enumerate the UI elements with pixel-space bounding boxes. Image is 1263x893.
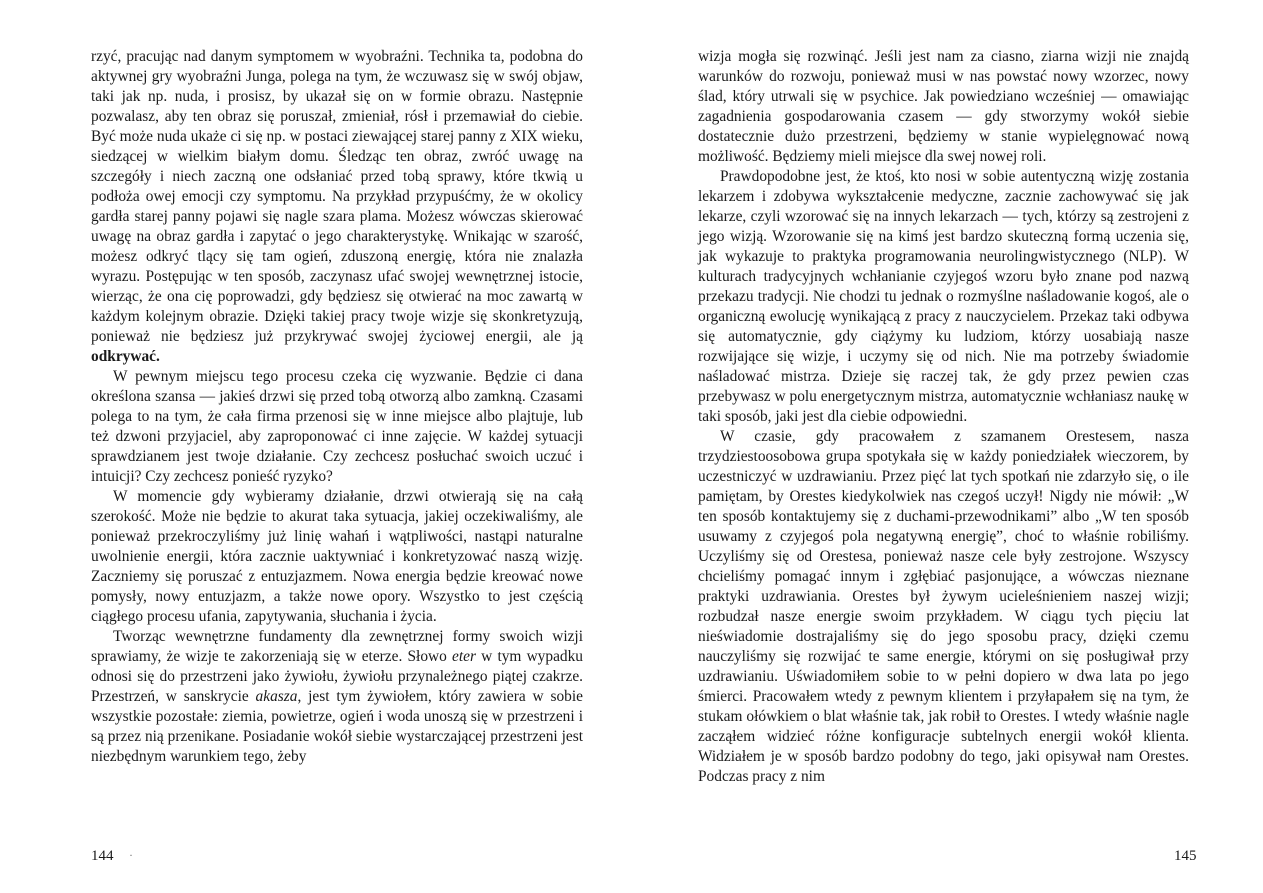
italic-text-run: eter [452, 648, 476, 665]
bold-text-run: odkrywać. [91, 348, 160, 365]
paragraph [91, 47, 583, 367]
right-page [631, 0, 1263, 893]
text-run: W momencie gdy wybieramy działanie, drzwi otwierają się na całą szerokość. Może nie będzie to akurat taka sytuacja, jakiej oczekiwaliśmy, ale ponieważ przekroczyliśmy już linię wahań i wątpliwości, nastąpi naturalne uwolnienie energii, która zacznie uaktywniać i konkretyzować naszą wizję. Zaczniemy się poruszać z entuzjazmem. Nowa energia będzie kreować nowe pomysły, nowy entuzjazm, a także nowe opory. Wszystko to jest częścią ciągłego procesu ufania, zapytywania, słuchania i życia. [91, 488, 583, 625]
page-number-left: 144 [91, 848, 114, 864]
paragraph [698, 47, 1189, 167]
paragraph [91, 367, 583, 487]
left-page [0, 0, 631, 893]
text-run: rzyć, pracując nad danym symptomem w wyobraźni. Technika ta, podobna do aktywnej gry wyobraźni Junga, polega na tym, że wczuwasz się w swój objaw, taki jak np. nuda, i prosisz, by ukazał się on w formie obrazu. Następnie pozwalasz, aby ten obraz się poruszał, zmieniał, rósł i przemawiał do ciebie. Być może nuda ukaże ci się np. w postaci ziewającej starej panny z XIX wieku, siedzącej w wielkim białym domu. Śledząc ten obraz, zwróć uwagę na szczegóły i niech zaczną one odsłaniać przed tobą sprawy, które tkwią u podłoża owej emocji czy symptomu. Na przykład przypuśćmy, że w okolicy gardła starej panny pojawi się nagle szara plama. Możesz wówczas skierować uwagę na obraz gardła i zapytać o jego charakterystykę. Wnikając w szarość, możesz odkryć tlący się tam ogień, zduszoną energię, która nie znalazła wyrazu. Postępując w ten sposób, zaczynasz ufać swojej wewnętrznej istocie, wierząc, że ona cię poprowadzi, gdy będziesz się otwierać na moc zawartą w każdym kolejnym obrazie. Dzięki takiej pracy twoje wizje się skonkretyzują, ponieważ nie będziesz już przykrywać swojej życiowej energii, ale ją [91, 48, 583, 345]
folio-mark: · [129, 848, 133, 862]
paragraph [698, 167, 1189, 427]
page-number-right: 145 [1174, 848, 1197, 864]
paragraph [91, 487, 583, 627]
text-run: W czasie, gdy pracowałem z szamanem Orestesem, nasza trzydziestoosobowa grupa spotykała się w każdy poniedziałek wieczorem, by uczestniczyć w uzdrawianiu. Przez pięć lat tych spotkań nie zdarzyło się, o ile pamiętam, by Orestes kiedykolwiek nas czegoś uczył! Nigdy nie mówił: „W ten sposób kontaktujemy się z duchami-przewodnikami” albo „W ten sposób usuwamy z czyjegoś pola negatywną energię”, choć to właśnie robiliśmy. Uczyliśmy się od Orestesa, ponieważ nasze cele były zestrojone. Wszyscy chcieliśmy pomagać innym i zgłębiać pasjonujące, a wówczas nieznane praktyki uzdrawiania. Orestes był żywym ucieleśnieniem naszej wizji; rozbudzał nasze energie swoim przykładem. W ciągu tych pięciu lat nieświadomie dostrajaliśmy się do jego sposobu pracy, dzięki czemu nauczyliśmy się rozwijać te same energie, którymi on się posługiwał przy uzdrawianiu. Uświadomiłem sobie to w pełni dopiero w dwa lata po jego śmierci. Pracowałem wtedy z pewnym klientem i przyłapałem się na tym, że stukam ołówkiem o blat właśnie tak, jak robił to Orestes. I wtedy właśnie nagle zacząłem widzieć różne konfiguracje subtelnych energii wokół klienta. Widziałem je w sposób bardzo podobny do tego, jaki opisywał nam Orestes. Podczas pracy z nim [698, 428, 1189, 785]
paragraph [91, 627, 583, 767]
right-page-text [698, 47, 1189, 787]
text-run: , jest tym żywiołem, który zawiera w sobie wszystkie pozostałe: ziemia, powietrze, ogień i woda unoszą się w przestrzeni i są przez nią przenikane. Posiadanie wokół siebie wystarczającej przestrzeni jest niezbędnym warunkiem tego, żeby [91, 688, 583, 765]
paragraph [698, 427, 1189, 787]
left-page-text [91, 47, 583, 767]
text-run: w tym wypadku odnosi się do przestrzeni jako żywiołu, żywiołu przynależnego piątej czakrze. Przestrzeń, w sanskrycie [91, 648, 583, 705]
italic-text-run: akasza [255, 688, 298, 705]
text-run: W pewnym miejscu tego procesu czeka cię wyzwanie. Będzie ci dana określona szansa — jakieś drzwi się przed tobą otworzą albo zamkną. Czasami polega to na tym, że cała firma przenosi się w inne miejsce albo plajtuje, lub też dzwoni przyjaciel, aby zaproponować ci inne zajęcie. W każdej sytuacji sprawdzianem jest twoje działanie. Czy zechcesz posłuchać swoich uczuć i intuicji? Czy zechcesz ponieść ryzyko? [91, 368, 583, 485]
text-run: wizja mogła się rozwinąć. Jeśli jest nam za ciasno, ziarna wizji nie znajdą warunków do rozwoju, ponieważ musi w nas powstać nowy wzorzec, nowy ślad, który utrwali się w psychice. Jak powiedziano wcześniej — omawiając zagadnienia gospodarowania czasem — gdy stworzymy wokół siebie dostatecznie dużo przestrzeni, będziemy w stanie wypielęgnować nową możliwość. Będziemy mieli miejsce dla swej nowej roli. [698, 48, 1189, 165]
text-run: Tworząc wewnętrzne fundamenty dla zewnętrznej formy swoich wizji sprawiamy, że wizje te zakorzeniają się w eterze. Słowo [91, 628, 583, 665]
text-run: Prawdopodobne jest, że ktoś, kto nosi w sobie autentyczną wizję zostania lekarzem i zdobywa wykształcenie medyczne, zacznie zachowywać się jak lekarze, czyli wzorować się na innych lekarzach — tych, którzy są zestrojeni z jego wizją. Wzorowanie się na kimś jest bardzo skuteczną formą uczenia się, jak wykazuje to praktyka programowania neurolingwistycznego (NLP). W kulturach tradycyjnych wchłanianie czyjegoś wzoru było znane pod nazwą przekazu tradycji. Nie chodzi tu jednak o rozmyślne naśladowanie kogoś, ale o organiczną ewolucję wynikającą z pracy z nauczycielem. Przekaz taki odbywa się automatycznie, gdy ciążymy ku ludziom, którzy uosabiają nasze rozwijające się wizje, i uczymy się od nich. Nie ma potrzeby świadomie naśladować mistrza. Dzieje się raczej tak, że gdy przez pewien czas przebywasz w polu energetycznym mistrza, automatycznie wchłaniasz naukę w taki sposób, jaki jest dla ciebie odpowiedni. [698, 168, 1189, 425]
